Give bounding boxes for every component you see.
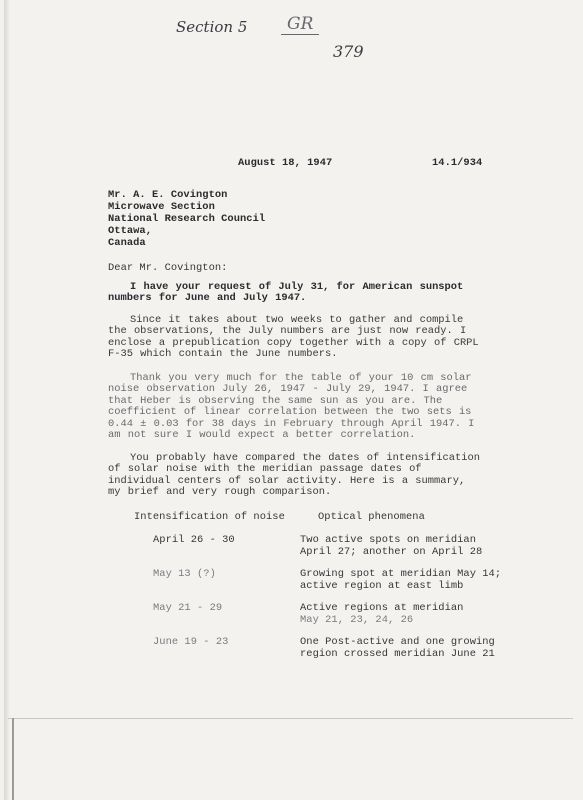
paragraph-comparison: You probably have compared the dates of intensification of solar noise with the meridian passage dates of individual centers of solar activity. Here is a summary, my brief and very rough comparison. bbox=[108, 452, 480, 499]
row-date: June 19 - 23 bbox=[153, 636, 229, 648]
handwritten-page-number: 379 bbox=[333, 42, 364, 61]
scan-artifact-line bbox=[12, 718, 14, 800]
row-phenomena: active region at east limb bbox=[300, 580, 464, 592]
table-header-optical: Optical phenomena bbox=[318, 511, 425, 523]
row-phenomena: Growing spot at meridian May 14; bbox=[300, 568, 502, 580]
row-phenomena: One Post-active and one growing bbox=[300, 636, 495, 648]
paragraph-correlation: Thank you very much for the table of your 10 cm solar noise observation July 26, 1947 - July 29, 1947. I agree that Heber is observing the same sun as you are. The coefficient of linear correlation between the two sets is 0.44 ± 0.03 for 38 days in February through April 1947. I am not sure I would expect a better correlation. bbox=[108, 372, 475, 442]
letter-reference: 14.1/934 bbox=[432, 157, 483, 169]
page-edge-shadow bbox=[4, 0, 10, 800]
row-phenomena: May 21, 23, 24, 26 bbox=[300, 614, 414, 626]
address-line: Ottawa, bbox=[108, 225, 152, 237]
salutation: Dear Mr. Covington: bbox=[108, 262, 228, 274]
row-phenomena: Two active spots on meridian bbox=[300, 534, 476, 546]
address-line: Microwave Section bbox=[108, 201, 215, 213]
row-phenomena: April 27; another on April 28 bbox=[300, 546, 483, 558]
page-crease bbox=[8, 718, 573, 719]
row-date: May 21 - 29 bbox=[153, 602, 223, 614]
address-line: National Research Council bbox=[108, 213, 266, 225]
row-date: April 26 - 30 bbox=[153, 534, 235, 546]
address-line: Canada bbox=[108, 237, 146, 249]
row-phenomena: Active regions at meridian bbox=[300, 602, 464, 614]
table-header-noise: Intensification of noise bbox=[134, 511, 285, 523]
paragraph-enclosure: Since it takes about two weeks to gather and compile the observations, the July numbers are just now ready. I enclose a prepublication copy together with a copy of CRPL F-35 which contain the June numbers. bbox=[108, 314, 479, 361]
row-date: May 13 (?) bbox=[153, 568, 216, 580]
handwritten-section-note: Section 5 bbox=[176, 18, 248, 36]
letter-date: August 18, 1947 bbox=[238, 157, 333, 169]
address-line: Mr. A. E. Covington bbox=[108, 189, 228, 201]
handwritten-initials: GR bbox=[281, 14, 319, 35]
row-phenomena: region crossed meridian June 21 bbox=[300, 648, 495, 660]
paragraph-request: I have your request of July 31, for American sunspot numbers for June and July 1947. bbox=[108, 281, 464, 305]
